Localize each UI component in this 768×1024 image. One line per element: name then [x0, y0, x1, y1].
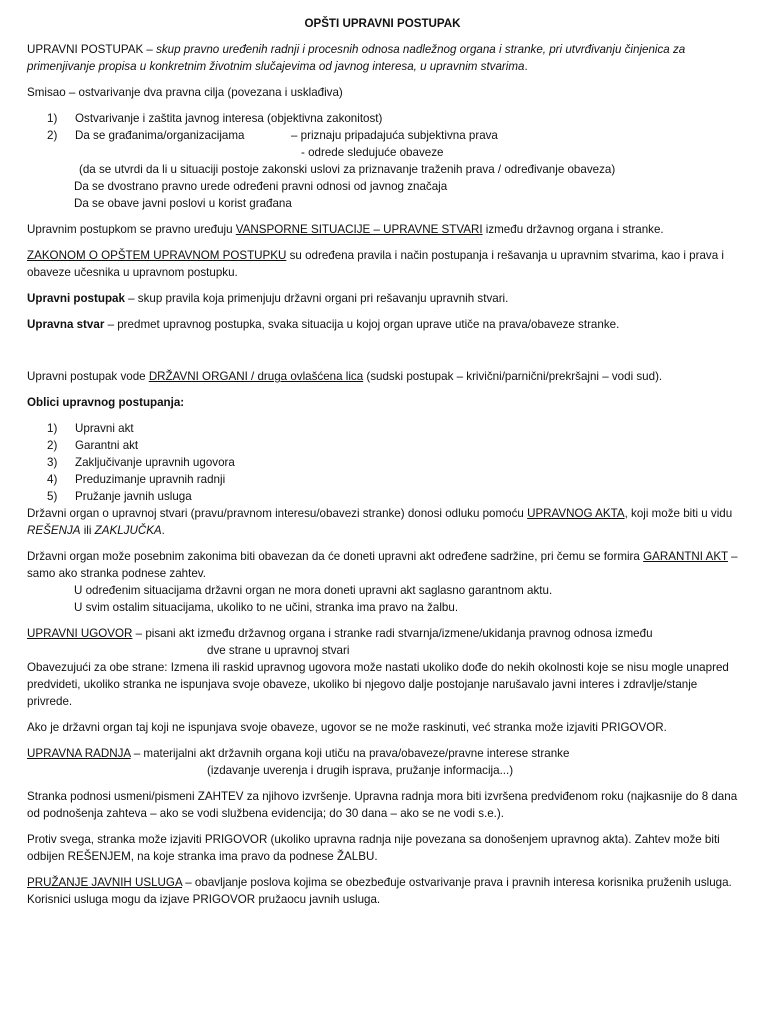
text: – predmet upravnog postupka, svaka situacija u kojoj organ uprave utiče na prava/obaveze stranke. [104, 318, 620, 331]
oblici-list [27, 420, 738, 505]
garantni-sub-line: U svim ostalim situacijama, ukoliko to ne učini, stranka ima pravo na žalbu. [74, 601, 459, 614]
text: – obavljanje poslova kojima se obezbeđuje ostvarivanje prava i pravnih interesa korisnika pruženih usluga. Korisnici usluga mogu da izjave PRIGOVOR pružaocu javnih usluga. [27, 876, 732, 906]
goal-sub-line: (da se utvrdi da li u situaciji postoje zakonski uslovi za priznavanje traženih prava / određivanje obaveza) [79, 163, 616, 176]
list-text-row [75, 127, 498, 144]
list-item [27, 471, 738, 488]
dash: – [143, 43, 157, 56]
term-upravni-postupak: UPRAVNI POSTUPAK [27, 43, 144, 56]
text: – materijalni akt državnih organa koji utiču na prava/obaveze/pravne interese stranke [130, 747, 570, 760]
paragraph-upravni-postupak [27, 290, 738, 307]
definition-text: skup pravno uređenih radnji i procesnih odnosa nadležnog organa i stranke, pri utvrđivanju činjenica za primenjivanje propisa u konkretnim životnim slučajevima od javnog interesa, u upravnim stvarima [27, 43, 686, 73]
list-number: 4) [47, 473, 58, 486]
text: Državni organ o upravnoj stvari (pravu/pravnom interesu/obavezi stranke) donosi odluku pomoću [27, 507, 528, 520]
goals-list [27, 110, 738, 212]
underlined-term: UPRAVNI UGOVOR [27, 627, 133, 640]
paragraph-vode [27, 368, 738, 385]
italic-term: ZAKLJUČKA [94, 524, 162, 537]
text: Upravnim postupkom se pravno uređuju [27, 223, 236, 236]
list-text: Pružanje javnih usluga [75, 490, 192, 503]
underlined-term: GARANTNI AKT [643, 550, 728, 563]
text: Upravni postupak vode [27, 370, 149, 383]
paragraph-upravni-ugovor [27, 625, 738, 642]
text: – samo ako stranka podnese zahtev. [27, 550, 738, 580]
list-number: 2) [47, 129, 58, 142]
bold-term: Upravna stvar [27, 318, 105, 331]
text: između državnog organa i stranke. [482, 223, 664, 236]
paragraph-upravna-stvar [27, 316, 738, 333]
list-number: 1) [47, 422, 58, 435]
list-text: Da se građanima/organizacijama [75, 129, 245, 142]
paragraph-javne-usluge [27, 874, 738, 908]
underlined-term: UPRAVNOG AKTA [527, 507, 625, 520]
radnja-continued: (izdavanje uverenja i drugih isprava, pružanje informacija...) [207, 764, 514, 777]
goal-sub-line: - odrede sledujuće obaveze [301, 146, 444, 159]
paragraph-smisao: Smisao – ostvarivanje dva pravna cilja (povezana i usklađiva) [27, 86, 343, 99]
list-number: 1) [47, 112, 58, 125]
goal-sub-line: Da se obave javni poslovi u korist građana [74, 197, 292, 210]
page-title: OPŠTI UPRAVNI POSTUPAK [304, 17, 461, 30]
oblici-heading: Oblici upravnog postupanja: [27, 396, 185, 409]
list-text: Ostvarivanje i zaštita javnog interesa (objektivna zakonitost) [75, 112, 383, 125]
list-text: Preduzimanje upravnih radnji [75, 473, 226, 486]
list-text-continued: – priznaju pripadajuća subjektivna prava [291, 129, 498, 142]
underlined-term: DRŽAVNI ORGANI / druga ovlašćena lica [148, 370, 364, 383]
bold-term: Upravni postupak [27, 292, 125, 305]
list-number: 5) [47, 490, 58, 503]
list-item [27, 454, 738, 471]
paragraph-vansporne [27, 221, 738, 238]
list-text: Garantni akt [75, 439, 139, 452]
paragraph-prigovor: Ako je državni organ taj koji ne ispunjava svoje obaveze, ugovor se ne može raskinuti, već stranka može izjaviti PRIGOVOR. [27, 721, 667, 734]
garantni-sub-line: U određenim situacijama državni organ ne mora doneti upravni akt saglasno garantnom aktu. [74, 584, 553, 597]
paragraph-protiv: Protiv svega, stranka može izjaviti PRIGOVOR (ukoliko upravna radnja nije povezana sa donošenjem upravnog akta). Zahtev može biti odbijen REŠENJEM, na koje stranka ima pravo da podnese ŽALBU. [27, 833, 720, 863]
list-text: Zaključivanje upravnih ugovora [75, 456, 235, 469]
underlined-term: PRUŽANJE JAVNIH USLUGA [27, 876, 183, 889]
ugovor-continued: dve strane u upravnoj stvari [207, 644, 350, 657]
text: ili [80, 524, 95, 537]
text: . [161, 524, 165, 537]
text: su određena pravila i način postupanja i rešavanja u upravnim stvarima, kao i prava i obaveze učesnika u upravnom postupku. [27, 249, 724, 279]
text: Državni organ može posebnim zakonima biti obavezan da će doneti upravni akt određene sadržine, pri čemu se formira [27, 550, 644, 563]
paragraph-garantni-akt [27, 548, 738, 582]
list-text: Upravni akt [75, 422, 134, 435]
list-item [27, 110, 738, 127]
list-number: 3) [47, 456, 58, 469]
italic-term: REŠENJA [27, 524, 81, 537]
paragraph-upravna-radnja [27, 745, 738, 762]
paragraph-zahtev: Stranka podnosi usmeni/pismeni ZAHTEV za njihovo izvršenje. Upravna radnja mora biti izvršena predviđenom roku (najkasnije do 8 dana od podnošenja zahteva – ako se vodi službena evidencija; do 30 dana – ako se ne vodi s.e.). [27, 790, 738, 820]
paragraph-zakon [27, 247, 738, 281]
goal-sub-line: Da se dvostrano pravno urede određeni pravni odnosi od javnog značaja [74, 180, 448, 193]
underlined-term: UPRAVNA RADNJA [27, 747, 131, 760]
list-item [27, 437, 738, 454]
list-item [27, 420, 738, 437]
definition-end: . [524, 60, 528, 73]
paragraph-upravni-akt [27, 505, 738, 539]
text: – skup pravila koja primenjuju državni organi pri rešavanju upravnih stvari. [124, 292, 509, 305]
list-number: 2) [47, 439, 58, 452]
text: (sudski postupak – krivični/parnični/prekršajni – vodi sud). [363, 370, 663, 383]
paragraph-definition [27, 41, 738, 75]
underlined-term: VANSPORNE SITUACIJE – UPRAVNE STVARI [235, 223, 483, 236]
text: , koji može biti u vidu [624, 507, 733, 520]
paragraph-ugovor-obavezujuci: Obavezujući za obe strane: Izmena ili raskid upravnog ugovora može nastati ukoliko dođe do nekih okolnosti koje se nisu mogle unapred predvideti, ukoliko stranka ne ispunjava svoje obaveze, ukoliko bi njegovo dalje postojanje narušavalo javni interes i zdravlje/stanje privrede. [27, 661, 729, 708]
list-item [27, 127, 738, 144]
list-item [27, 488, 738, 505]
text: – pisani akt između državnog organa i stranke radi stvarnja/izmene/ukidanja pravnog odnosa između [132, 627, 653, 640]
underlined-term: ZAKONOM O OPŠTEM UPRAVNOM POSTUPKU [27, 249, 287, 262]
